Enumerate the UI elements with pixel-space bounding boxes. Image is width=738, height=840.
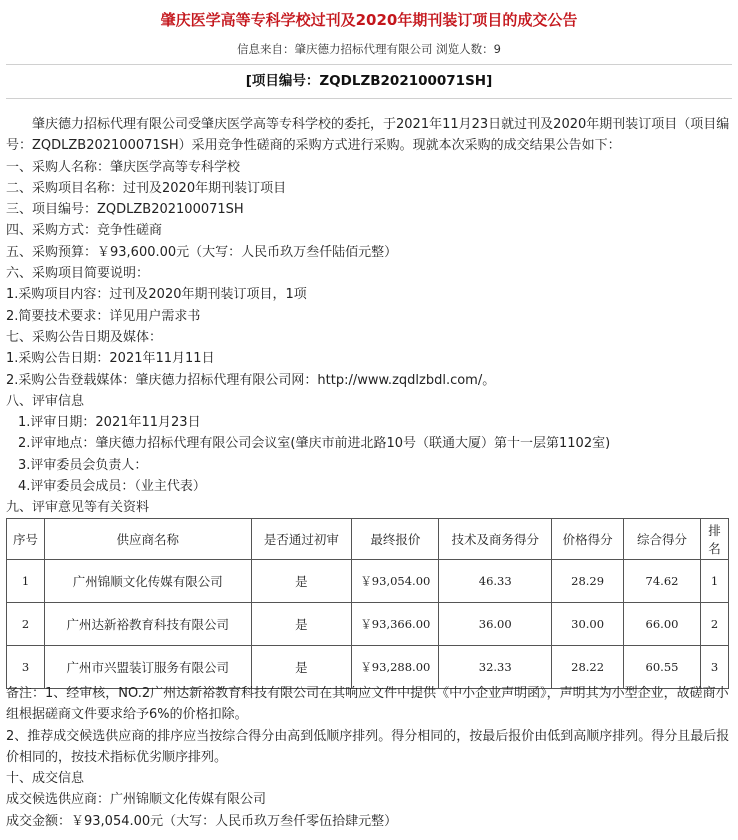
table-cell: ￥93,288.00 xyxy=(352,646,439,689)
intro-paragraph: 肇庆德力招标代理有限公司受肇庆医学高等专科学校的委托，于2021年11月23日就过刊及2020年期刊装订项目（项目编号：ZQDLZB202100071SH）采用竞争性磋商的采购方式进行采购。现就本次采购的成交结果公告如下： xyxy=(6,117,730,154)
note-2: 2、推荐成交候选供应商的排序应当按综合得分由高到低顺序排列。得分相同的，按最后报价由低到高顺序排列。得分且最后报价相同的，按技术指标优劣顺序排列。 xyxy=(6,728,730,765)
method-line: 四、采购方式：竞争性磋商 xyxy=(6,223,163,239)
table-cell: 46.33 xyxy=(439,560,552,603)
table-cell: 广州达新裕教育科技有限公司 xyxy=(44,603,251,646)
purchaser-line: 一、采购人名称：肇庆医学高等专科学校 xyxy=(6,159,241,175)
divider xyxy=(6,64,732,65)
announcement-footer xyxy=(6,683,732,832)
announcement-body xyxy=(6,114,732,519)
source-info: 信息来自：肇庆德力招标代理有限公司 浏览人数：9 xyxy=(237,42,501,56)
column-header: 最终报价 xyxy=(352,519,439,560)
table-cell: 32.33 xyxy=(439,646,552,689)
column-header: 序号 xyxy=(7,519,45,560)
table-cell: ￥93,366.00 xyxy=(352,603,439,646)
table-cell: 28.29 xyxy=(552,560,624,603)
column-header: 技术及商务得分 xyxy=(439,519,552,560)
table-cell: 36.00 xyxy=(439,603,552,646)
section-10-heading: 十、成交信息 xyxy=(6,771,85,787)
table-cell: 3 xyxy=(700,646,728,689)
table-cell: 1 xyxy=(700,560,728,603)
table-row xyxy=(7,560,729,603)
column-header: 综合得分 xyxy=(624,519,701,560)
section-9-heading: 九、评审意见等有关资料 xyxy=(6,500,150,516)
table-cell: 是 xyxy=(251,603,352,646)
table-cell: 3 xyxy=(7,646,45,689)
project-name-line: 二、采购项目名称：过刊及2020年期刊装订项目 xyxy=(6,180,287,196)
table-cell: 30.00 xyxy=(552,603,624,646)
amount-line: 成交金额：￥93,054.00元（大写：人民币玖万叁仟零伍拾肆元整） xyxy=(6,813,398,829)
page-title: 肇庆医学高等专科学校过刊及2020年期刊装订项目的成交公告 xyxy=(160,11,578,29)
table-header-row xyxy=(7,519,729,560)
table-cell: 60.55 xyxy=(624,646,701,689)
notice-date-line: 1.采购公告日期：2021年11月11日 xyxy=(6,351,215,367)
table-cell: 是 xyxy=(251,646,352,689)
review-leader-line: 3.评审委员会负责人： xyxy=(18,457,148,473)
table-cell: 广州锦顺文化传媒有限公司 xyxy=(44,560,251,603)
table-cell: 66.00 xyxy=(624,603,701,646)
table-cell: 28.22 xyxy=(552,646,624,689)
column-header: 价格得分 xyxy=(552,519,624,560)
budget-line: 五、采购预算：￥93,600.00元（大写：人民币玖万叁仟陆佰元整） xyxy=(6,244,398,260)
table-cell: ￥93,054.00 xyxy=(352,560,439,603)
winner-line: 成交候选供应商：广州锦顺文化传媒有限公司 xyxy=(6,792,267,808)
table-cell: 是 xyxy=(251,560,352,603)
review-date-line: 1.评审日期：2021年11月23日 xyxy=(18,415,201,431)
section-8-heading: 八、评审信息 xyxy=(6,393,85,409)
review-location-line: 2.评审地点：肇庆德力招标代理有限公司会议室(肇庆市前进北路10号（联通大厦）第十一层第1102室) xyxy=(18,436,611,452)
column-header: 是否通过初审 xyxy=(251,519,352,560)
table-row xyxy=(7,603,729,646)
column-header: 供应商名称 xyxy=(44,519,251,560)
divider xyxy=(6,98,732,99)
project-content-line: 1.采购项目内容：过刊及2020年期刊装订项目，1项 xyxy=(6,287,307,303)
notice-media-line: 2.采购公告登载媒体：肇庆德力招标代理有限公司网：http://www.zqdlzbdl.com/。 xyxy=(6,372,496,388)
results-table xyxy=(6,518,729,689)
section-7-heading: 七、采购公告日期及媒体： xyxy=(6,329,163,345)
table-cell: 2 xyxy=(700,603,728,646)
project-number-line: 三、项目编号：ZQDLZB202100071SH xyxy=(6,202,244,218)
review-members-line: 4.评审委员会成员：（业主代表） xyxy=(18,479,206,495)
column-header: 排名 xyxy=(700,519,728,560)
table-cell: 74.62 xyxy=(624,560,701,603)
tech-requirement-line: 2.简要技术要求：详见用户需求书 xyxy=(6,308,201,324)
note-1: 备注：1、经审核，NO.2广州达新裕教育科技有限公司在其响应文件中提供《中小企业声明函》，声明其为小型企业，故磋商小组根据磋商文件要求给予6%的价格扣除。 xyxy=(6,686,729,723)
table-cell: 广州市兴盟装订服务有限公司 xyxy=(44,646,251,689)
table-cell: 2 xyxy=(7,603,45,646)
project-number-header: [项目编号：ZQDLZB202100071SH] xyxy=(245,73,493,89)
table-cell: 1 xyxy=(7,560,45,603)
section-6-heading: 六、采购项目简要说明： xyxy=(6,266,150,282)
